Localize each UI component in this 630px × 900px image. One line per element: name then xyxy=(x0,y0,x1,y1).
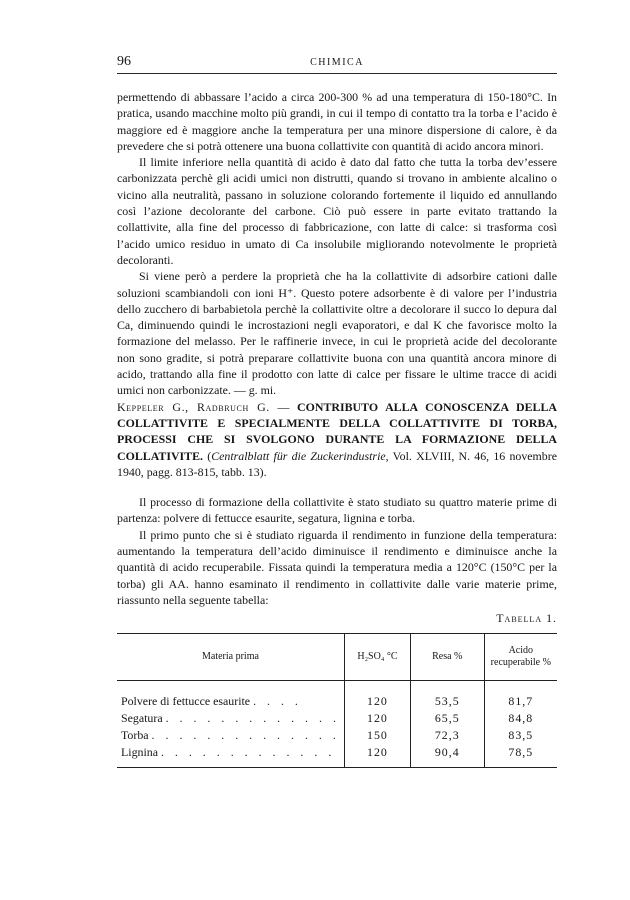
leader-dots: . . . . . . . . . . . . . xyxy=(160,744,336,759)
running-title: CHIMICA xyxy=(310,57,364,68)
header-rule xyxy=(117,73,557,74)
source-details: , Vol. XLVIII, N. 46, 16 novembre 1940, pagg. 813-815, tabb. 13). xyxy=(117,448,557,479)
resa-cell: 53,5 xyxy=(410,680,484,710)
column-header: Acido recuperabile % xyxy=(484,633,557,680)
article-paragraph: Il primo punto che si è studiato riguarda il rendimento in funzione della temperatura: aumentando la temperatura dell’acido diminuisce il rendimento e diminuisce anche la quantità di acido recuperabile. Fissata quindi la temperatura media a 120°C (150°C per la torba) gli AA. hanno esaminato il rendimento in collattivite dalle varie materie prime, riassunto nella seguente tabella: xyxy=(117,527,557,607)
table-header-row xyxy=(117,633,557,680)
leader-dots: . . . . . . . . . . . . . . xyxy=(151,727,340,742)
materia-label: Polvere di fettucce esaurite xyxy=(121,693,251,708)
materia-label: Torba xyxy=(121,727,149,742)
article-heading xyxy=(117,399,557,480)
materia-cell xyxy=(117,680,344,710)
table-row xyxy=(117,710,557,727)
temp-cell: 120 xyxy=(344,744,410,768)
temp-cell: 120 xyxy=(344,680,410,710)
materia-label: Lignina xyxy=(121,744,158,759)
paragraph: permettendo di abbassare l’acido a circa 200-300 % ad una temperatura di 150-180°C. In pratica, usando macchine molto più grandi, in cui il tempo di contatto tra la torba e l’acido è maggiore ed è maggiore anche la temperatura per una minore dispersione di calore, è da prevedere che si potrà ottenere una buona collattivite con quantità di acido ancora minori. xyxy=(117,90,557,153)
table-row xyxy=(117,680,557,710)
acido-cell: 78,5 xyxy=(484,744,557,768)
data-table xyxy=(117,633,557,768)
acido-cell: 84,8 xyxy=(484,710,557,727)
source-open: ( xyxy=(203,448,212,463)
leader-dots: . . . . . . . . . . . . . xyxy=(165,710,340,725)
temp-cell: 150 xyxy=(344,727,410,744)
acido-cell: 83,5 xyxy=(484,727,557,744)
column-header: Materia prima xyxy=(117,633,344,680)
column-header: H₂SO₄ °C xyxy=(344,633,410,680)
table-label: Tabella 1. xyxy=(496,611,557,626)
materia-cell xyxy=(117,727,344,744)
paragraph: Si viene però a perdere la proprietà che ha la collattivite di adsorbire cationi dalle soluzioni scambiandoli con ioni H⁺. Questo potere adsorbente è di valore per l’industria dello zucchero di barbabietola perchè la collattivite oltre a decolorare il succo lo depura dal Ca, diminuendo quindi le incrostazioni negli evaporatori, e dal K che favorisce molto la formazione del melasso. Per le raffinerie invece, in cui le proprietà acide del decolorante non sono gradite, si potrà preparare collattivite buona con una quantità ancora minore di acido, trattando alla fine il prodotto con latte di calce per fissare le ultime tracce di acidi umici non carbonizzate. — g. mi. xyxy=(117,269,557,398)
page-header xyxy=(117,54,557,74)
article-paragraph: Il processo di formazione della collattivite è stato studiato su quattro materie prime di partenza: polvere di fettucce esaurite, segatura, lignina e torba. xyxy=(117,495,557,526)
heading-dash: — xyxy=(269,399,298,414)
materia-cell xyxy=(117,710,344,727)
resa-cell: 90,4 xyxy=(410,744,484,768)
source-name: Centralblatt für die Zuckerindustrie xyxy=(211,448,386,463)
article-authors: Keppeler G., Radbruch G. xyxy=(117,399,270,414)
materia-label: Segatura xyxy=(121,710,163,725)
materia-cell xyxy=(117,744,344,768)
page-number: 96 xyxy=(117,54,131,69)
acido-cell: 81,7 xyxy=(484,680,557,710)
column-header: Resa % xyxy=(410,633,484,680)
table-row xyxy=(117,744,557,768)
table-row xyxy=(117,727,557,744)
resa-cell: 72,3 xyxy=(410,727,484,744)
leader-dots: . . . . xyxy=(253,693,302,708)
temp-cell: 120 xyxy=(344,710,410,727)
article-title: CONTRIBUTO ALLA CONOSCENZA DELLA COLLATTIVITE E SPECIALMENTE DELLA COLLATTIVITE DI TORBA, PROCESSI CHE SI SVOLGONO DURANTE LA FORMAZIONE DELLA COLLATIVITE. xyxy=(117,399,557,463)
paragraph: Il limite inferiore nella quantità di acido è dato dal fatto che tutta la torba dev’essere carbonizzata perchè gli acidi umici non distrutti, quando si trovano in ambiente alcalino o vicino alla neutralità, passano in soluzione colorando fortemente il liquido ed annullando così l’azione decolorante del carbone. Ciò può essere in parte evitato trattando la collattivite, alla fine del processo di fabbricazione, con latte di calce: si trasforma così l’acido umico residuo in umato di Ca insolubile migliorando notevolmente le proprietà decoloranti. xyxy=(117,155,557,267)
resa-cell: 65,5 xyxy=(410,710,484,727)
body-text xyxy=(117,89,557,768)
